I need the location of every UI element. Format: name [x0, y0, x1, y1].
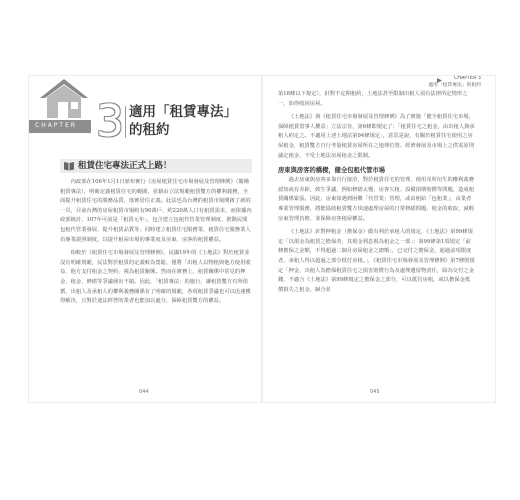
book-icon	[63, 161, 75, 171]
section-heading-box	[60, 159, 252, 173]
page-number: 044	[139, 389, 149, 395]
chapter-divider	[125, 106, 126, 138]
paragraph: 過去房東與房客多靠自行接洽，對於租賃住宅的管理、使用及所衍生的權利義務認知或有差距，致生爭議，例如修繕太慢、房客欠租、設備損壞賠償等問題，造成租賃關係緊張。因此，房東如遇到困難「代管業」管理，或由租給「包租業」，由業者專業管理服務，將能協助租賃雙方快速處理房屋的日常修繕問題、租金的收取，減輕房東管理負擔、並保障房客租屋權益。	[278, 177, 474, 222]
chapter-number: 3	[96, 96, 124, 147]
right-body-text	[278, 90, 475, 386]
section-title: 租賃住宅專法正式上路！	[78, 161, 172, 171]
running-header-chapter: CHAPTER 3	[453, 76, 481, 81]
right-page	[262, 76, 495, 402]
chapter-title-line2: 的租約	[129, 122, 170, 138]
page-number: 045	[370, 389, 380, 395]
paragraph: 《土地法》與《租賃住宅市場發展及管理條例》為了實施「健全租賃住宅市場，保障租賃當事人權益」立法宗旨，第6條即規定了：「租賃住宅之租金，由出租人與承租人約定之。不適用上述土地法第94條規定」，意思是說，有關於租賃住宅使用之房屋租金，租賃雙方自行考量租賃房屋所在之地理位置、經濟發展及市場上之供需原則議定租金，不受土地法房屋租金之限制。	[278, 114, 475, 159]
paragraph: 《土地法》針對押租金（擔保金）做有利於承租人的規定，《土地法》第99條規定「以現金為租賃之擔保者，其現金利息視為租金之一部」；第99條第1項規定「前條擔保之金額，不得超過二個月房屋租金之總額」，已交付之擔保金，超過前項限度者，承租人得以超過之部分抵付房租。」，《租賃住宅市場發展及管理條例》第7條則規定「押金，出租人為擔保租賃住宅之損害賠償行為及處理遺留物責任，除為交付之金錢，不適合《土地法》第99條規定之擔保金之部分，可以抵付房租，或以擔保金抵償損失之租金，歸合並	[278, 229, 475, 293]
left-body-text	[60, 178, 252, 384]
paragraph: 相較於《租賃住宅市場發展及管理條例》，民國19年的《土地法》對於租賃並沒有明確規範，民法對於租賃的定義較為寬鬆，僅將「出租人以物租與他方使用收益，他方支付租金之契約」視為租賃關係。然而在實務上，租賃關係中常見的押金、租金、修繕等爭議層出不窮。因此，「租賃專法」的施行，讓租賃雙方有所依循，出租人及承租人的權利義務關係有了明確的規範，各項租賃爭議也可以迅速獲得解決，且對於違法經營的業者也能加以處分，保障租賃雙方的權益。	[60, 250, 251, 305]
house-icon	[38, 76, 90, 118]
chapter-title-line1: 適用「租賃專法」	[129, 104, 237, 120]
paragraph: 內政部在106年1月1日頒布實行《房屋租賃住宅市場發展及管理條例》（簡稱租賃專法），明確定義租賃住宅的範圍，並藉由立法規範租賃雙方的權利義務，全面提升租賃住宅的服務品質，落實居住正義。此法也為台灣的租賃市場開啟了新的一頁，目前台灣的房屋租賃市場約有90萬戶、約220萬人口有租賃需求，而依據內政部統計，107年可說是「租賃元年」，包含建立包租代管業管理制度、推動民間包租代管業發展、提升租賃品質等，同時建立租賃住宅服務業、租賃住宅服務業人員專業證照制度，以提升租屋市場的專業度及房東、房客的租賃權益。	[60, 179, 252, 243]
running-header-title: 適用「租賃專法」的租約	[428, 83, 481, 88]
paragraph: 第18條以下規定），針對不定期租約，土地法甚至限制出租人須有法律所定情形之一，始得收回房屋。	[278, 91, 468, 107]
subheading: 房東與房客的橋樑，健全包租代管市場	[278, 167, 386, 175]
left-page	[29, 76, 262, 402]
book-spread	[29, 76, 495, 402]
chapter-bar	[29, 120, 91, 133]
running-header	[428, 76, 481, 88]
chapter-label: CHAPTER	[35, 122, 78, 129]
chapter-title	[129, 103, 237, 139]
